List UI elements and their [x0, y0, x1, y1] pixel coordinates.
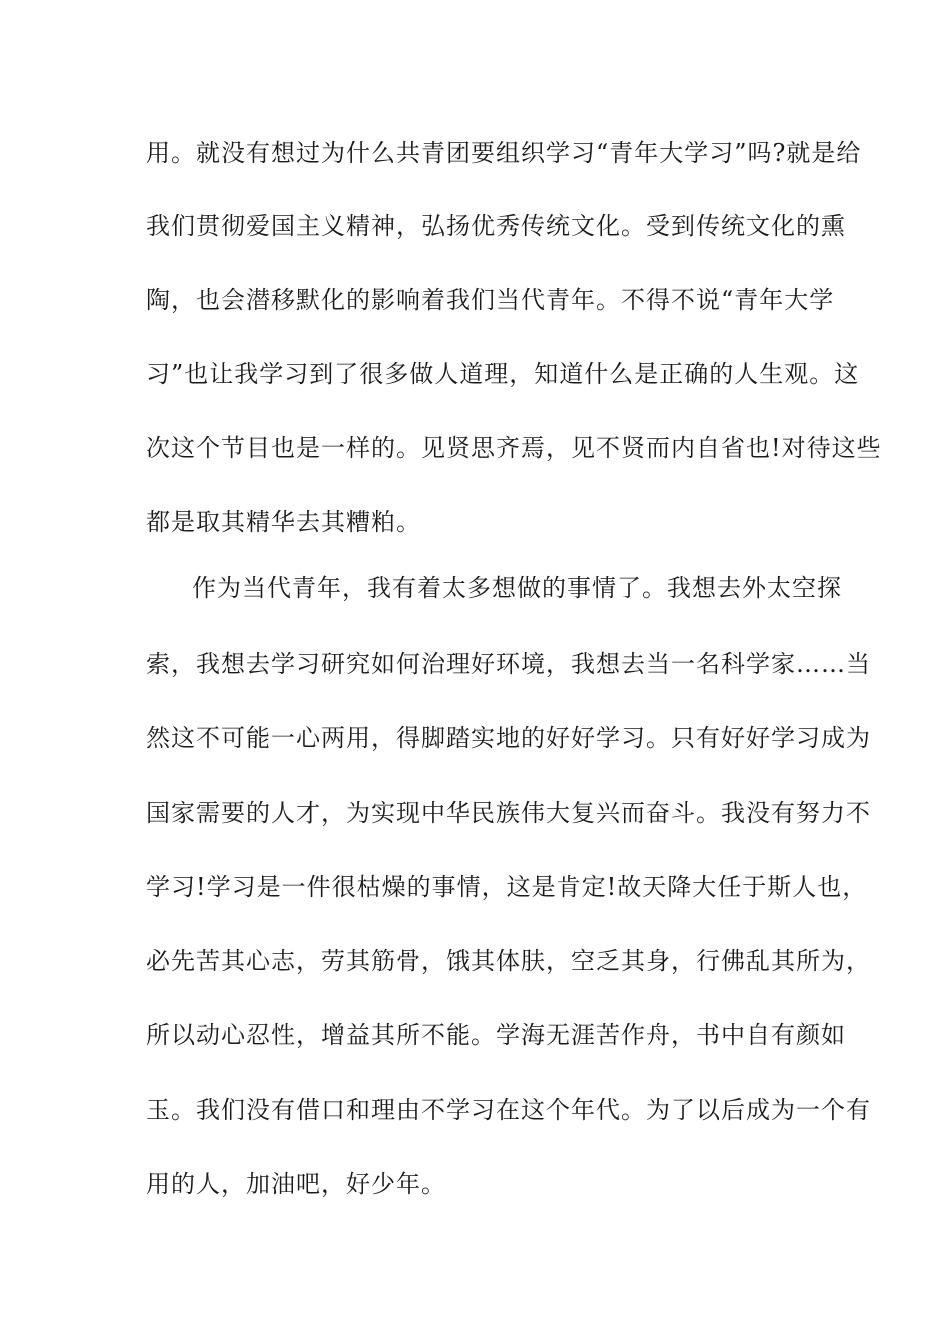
text-line: 索，我想去学习研究如何治理好环境，我想去当一名科学家……当	[146, 650, 871, 678]
text-line: 必先苦其心志，劳其筋骨，饿其体肤，空乏其身，行佛乱其所为，	[146, 947, 871, 975]
text-line: 用的人，加油吧，好少年。	[146, 1170, 446, 1198]
text-line: 用。就没有想过为什么共青团要组织学习“青年大学习”吗?就是给	[146, 139, 862, 167]
text-line: 习”也让我学习到了很多做人道理，知道什么是正确的人生观。这	[146, 360, 860, 388]
text-line: 我们贯彻爱国主义精神，弘扬优秀传统文化。受到传统文化的熏	[146, 212, 846, 240]
text-line: 所以动心忍性，增益其所不能。学海无涯苦作舟，书中自有颜如	[146, 1021, 846, 1049]
paragraph-first-line: 作为当代青年，我有着太多想做的事情了。我想去外太空探	[192, 574, 842, 602]
text-line: 学习!学习是一件很枯燥的事情，这是肯定!故天降大任于斯人也，	[146, 873, 868, 901]
text-line: 次这个节目也是一样的。见贤思齐焉，见不贤而内自省也!对待这些	[146, 434, 882, 462]
text-line: 陶，也会潜移默化的影响着我们当代青年。不得不说“青年大学	[146, 286, 835, 314]
text-line: 国家需要的人才，为实现中华民族伟大复兴而奋斗。我没有努力不	[146, 799, 871, 827]
text-line: 然这不可能一心两用，得脚踏实地的好好学习。只有好好学习成为	[146, 724, 871, 752]
text-line: 玉。我们没有借口和理由不学习在这个年代。为了以后成为一个有	[146, 1096, 871, 1124]
text-line: 都是取其精华去其糟粕。	[146, 508, 421, 536]
